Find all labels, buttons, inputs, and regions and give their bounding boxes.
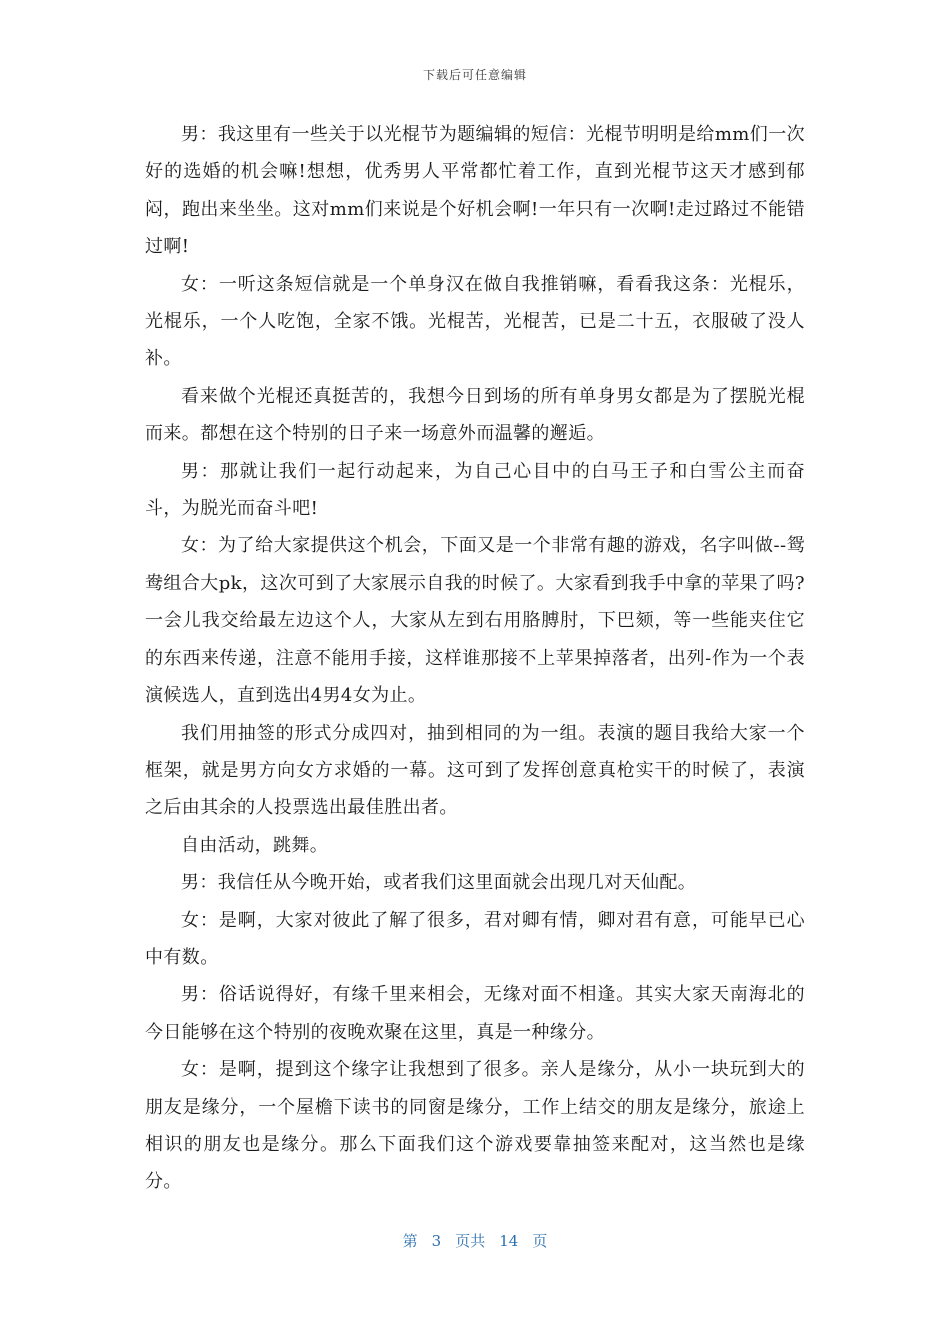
paragraph: 男：那就让我们一起行动起来，为自己心目中的白马王子和白雪公主而奋斗，为脱光而奋斗吧!: [145, 460, 805, 520]
footer-total-pages: 14: [499, 1232, 519, 1250]
paragraph: 我们用抽签的形式分成四对，抽到相同的为一组。表演的题目我给大家一个框架，就是男方向女方求婚的一幕。这可到了发挥创意真枪实干的时候了，表演之后由其余的人投票选出最佳胜出者。: [145, 722, 805, 819]
footer-current-page: 3: [431, 1232, 442, 1250]
paragraph: 女：为了给大家提供这个机会，下面又是一个非常有趣的游戏，名字叫做--鸳鸯组合大pk，这次可到了大家展示自我的时候了。大家看到我手中拿的苹果了吗?一会儿我交给最左边这个人，大家从左到右用胳膊肘，下巴颏，等一些能夹住它的东西来传递，注意不能用手接，这样谁那接不上苹果掉落者，出列-作为一个表演候选人，直到选出4男4女为止。: [145, 535, 805, 707]
paragraph: 看来做个光棍还真挺苦的，我想今日到场的所有单身男女都是为了摆脱光棍而来。都想在这个特别的日子来一场意外而温馨的邂逅。: [145, 385, 805, 445]
paragraph: 男：我这里有一些关于以光棍节为题编辑的短信：光棍节明明是给mm们一次好的选婚的机会嘛!想想，优秀男人平常都忙着工作，直到光棍节这天才感到郁闷，跑出来坐坐。这对mm们来说是个好机会啊!一年只有一次啊!走过路过不能错过啊!: [145, 124, 805, 258]
page-number-footer: [0, 1230, 950, 1251]
document-body: [145, 116, 805, 1201]
paragraph: 女：一听这条短信就是一个单身汉在做自我推销嘛，看看我这条：光棍乐，光棍乐，一个人吃饱，全家不饿。光棍苦，光棍苦，已是二十五，衣服破了没人补。: [145, 273, 805, 370]
paragraph: 男：俗话说得好，有缘千里来相会，无缘对面不相逢。其实大家天南海北的今日能够在这个特别的夜晚欢聚在这里，真是一种缘分。: [145, 984, 805, 1043]
page-header: 下载后可任意编辑: [422, 68, 527, 82]
paragraph: 男：我信任从今晚开始，或者我们这里面就会出现几对天仙配。: [181, 872, 697, 894]
paragraph: 女：是啊，大家对彼此了解了很多，君对卿有情，卿对君有意，可能早已心中有数。: [145, 909, 805, 968]
footer-suffix: 页: [532, 1232, 548, 1250]
paragraph: 自由活动，跳舞。: [181, 834, 329, 856]
footer-prefix: 第: [402, 1232, 418, 1250]
footer-middle: 页共: [455, 1232, 486, 1250]
paragraph: 女：是啊，提到这个缘字让我想到了很多。亲人是缘分，从小一块玩到大的朋友是缘分，一个屋檐下读书的同窗是缘分，工作上结交的朋友是缘分，旅途上相识的朋友也是缘分。那么下面我们这个游戏要靠抽签来配对，这当然也是缘分。: [145, 1059, 805, 1193]
